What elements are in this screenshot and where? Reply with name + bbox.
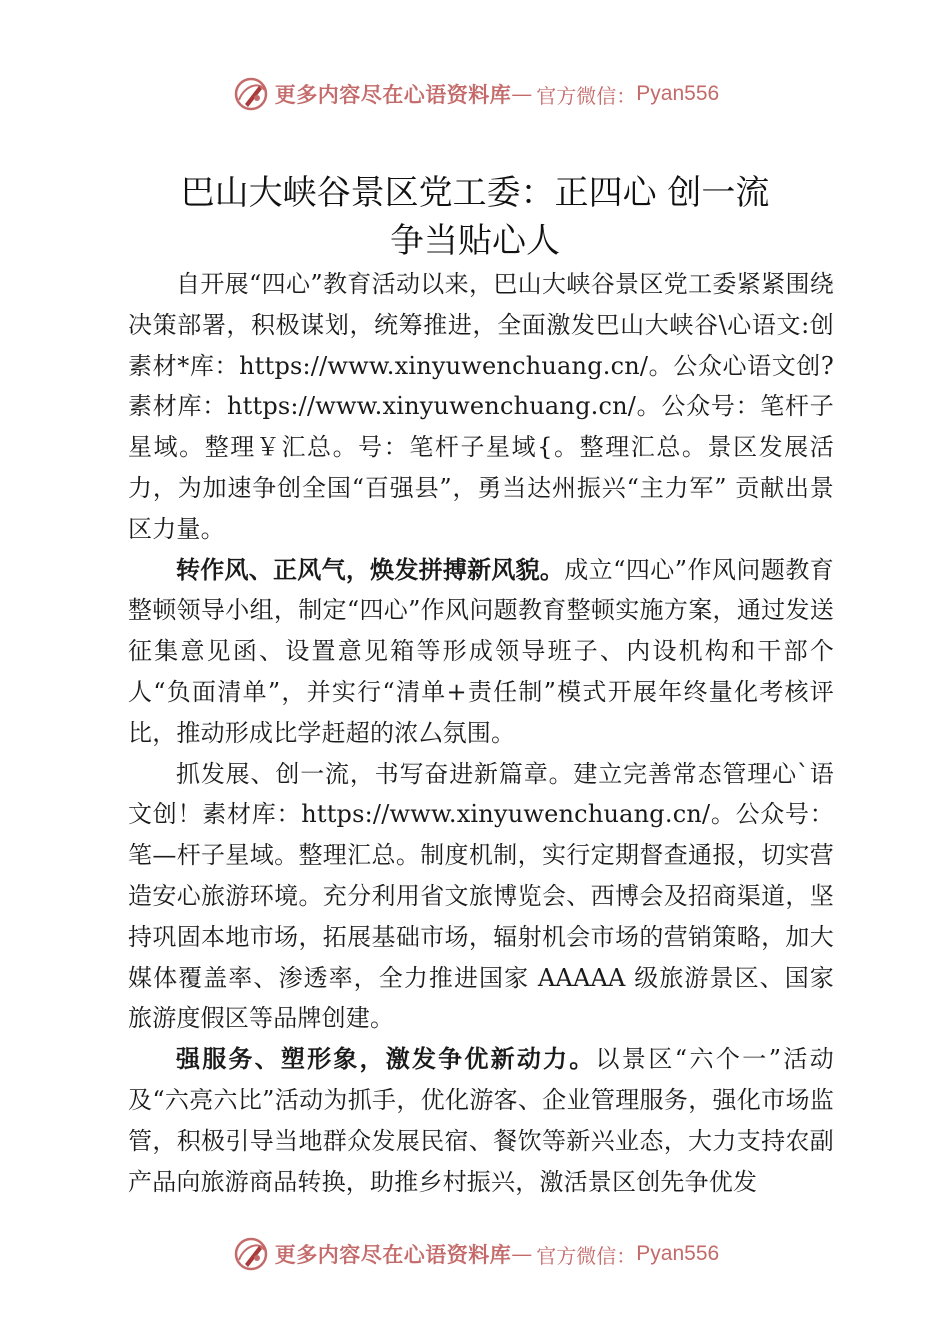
paragraph-service <box>128 1039 834 1202</box>
paragraph-development-text: 抓发展、创一流，书写奋进新篇章。建立完善常态管理心`语文创！素材库：https://www.xinyuwenchuang.cn/。公众号：笔—杆子星域。整理汇总。制度机制，实行定期督查通报，切实营造安心旅游环境。充分利用省文旅博览会、西博会及招商渠道，坚持巩固本地市场，拓展基础市场，辐射机会市场的营销策略，加大媒体覆盖率、渗透率，全力推进国家 AAAAA 级旅游景区、国家旅游度假区等品牌创建。 <box>128 759 834 1033</box>
document-title-line2: 争当贴心人 <box>390 221 560 261</box>
watermark-text: 更多内容尽在心语资料库 <box>274 1242 512 1267</box>
pen-nib-swirl-logo-icon <box>231 74 271 114</box>
watermark-text: 更多内容尽在心语资料库 <box>274 82 512 107</box>
document-body <box>128 264 834 1202</box>
paragraph-style <box>128 550 834 754</box>
watermark-handle: Pyan556 <box>636 82 720 105</box>
watermark-banner-bottom <box>0 1232 950 1276</box>
paragraph-intro <box>128 264 834 550</box>
watermark-separator: — <box>511 1242 533 1266</box>
watermark-contact-label: 官方微信： <box>536 1243 637 1268</box>
watermark-handle: Pyan556 <box>636 1242 720 1265</box>
watermark-banner-top <box>0 72 950 116</box>
paragraph-intro-text: 自开展“四心”教育活动以来，巴山大峡谷景区党工委紧紧围绕决策部署，积极谋划，统筹推进，全面激发巴山大峡谷\心语文:创素材*库：https://www.xinyuwenchuang.cn/。公众心语文创?素材库：https://www.xinyuwenchuang.cn/。公众号：笔杆子星域。整理￥汇总。号：笔杆子星域{。整理汇总。景区发展活力，为加速争创全国“百强县”，勇当达州振兴“主力军” 贡献出景区力量。 <box>128 270 834 543</box>
paragraph-style-lead: 转作风、正风气，焕发拼搏新风貌。 <box>176 555 565 584</box>
paragraph-service-lead: 强服务、塑形象，激发争优新动力。 <box>176 1045 596 1074</box>
paragraph-service-text: 以景区“六个一”活动及“六亮六比”活动为抓手，优化游客、企业管理服务，强化市场监管，积极引导当地群众发展民宿、餐饮等新兴业态，大力支持农副产品向旅游商品转换，助推乡村振兴，激活景区创先争优发 <box>128 1045 835 1196</box>
paragraph-development <box>128 754 834 1040</box>
paragraph-style-text: 成立“四心”作风问题教育整顿领导小组，制定“四心”作风问题教育整顿实施方案，通过发送征集意见函、设置意见箱等形成领导班子、内设机构和干部个人“负面清单”，并实行“清单+责任制”模式开展年终量化考核评比，推动形成比学赶超的浓⼛氛围。 <box>128 555 834 747</box>
document-title-line1: 巴山大峡谷景区党工委：正四心 创一流 <box>180 173 770 213</box>
watermark-contact-label: 官方微信： <box>536 83 637 108</box>
pen-nib-swirl-logo-icon <box>231 1234 271 1274</box>
watermark-separator: — <box>511 82 533 106</box>
